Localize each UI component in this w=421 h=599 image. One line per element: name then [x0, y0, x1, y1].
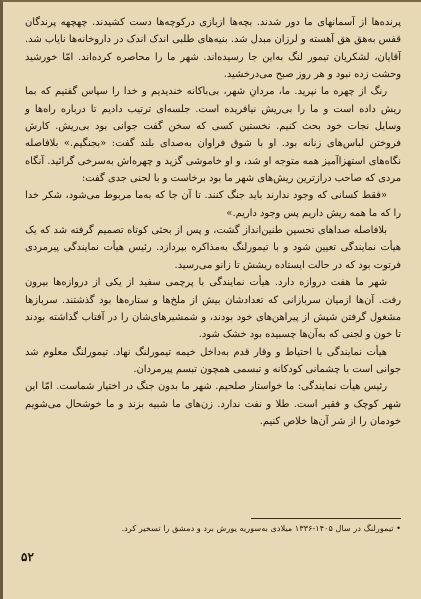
paragraph-7: رئیس هیأت نمایندگی: ما خواستار صلحیم. شهر ما بدون جنگ در اختیار شماست. امّا این شهر کوچک و فقیر است. طلا و نفت ندارد. زن‌های ما شبیه بزند و ما خوشحال می‌شویم خودمان را از شر آن‌ها خلاص کنیم.	[25, 381, 401, 427]
paragraph-6: هیأت نمایندگی با احتیاط و وقار قدم به‌داخل خیمه تیمورلنگ نهاد. تیمورلنگ معلوم شد جوانی است با چشمانی کودکانه و تبسمی همچون تبسم پیرمردان.	[25, 346, 401, 375]
footnote-separator	[251, 518, 401, 519]
paragraph-5: شهر ما هفت دروازه دارد. هیأت نمایندگی با پرچمی سفید از یکی از دروازه‌ها بیرون رفت. آن‌ها ازمیان سربازانی که تعدادشان بیش از ملخ‌ها و ستاره‌ها بود گذشتند. سربازها مشغول گرفتن شپش از پیراهن‌های خود بودند، و شمشیرهای‌شان را در آفتاب گذاشته بودند تا خون و لجنی که به‌آن‌ها چسبیده بود خشک شود.	[25, 277, 401, 341]
page-number: ۵۲	[21, 550, 34, 564]
paragraph-3: «فقط کسانی که وجود ندارند باید جنگ کنند. تا آن جا که به‌ما مربوط می‌شود، شکر خدا را که ما همه ریش داریم پس وجود داریم.»	[25, 190, 401, 219]
paragraph-2: رنگ از چهره ما نپرید. ما، مردانِ شهر، بی‌باکانه خندیدیم و خدا را سپاس گفتیم که بما ریش داده است و ما را بی‌ریش نیافریده است. جلسه‌ای ترتیب دادیم تا درباره راه‌ها و وسایل نجات خود بحث کنیم. نخستین کسی که سخن گفت جوانی بود بی‌ریش. کارش فروختن لباس‌های زنانه بود. او با شوق فراوان به‌صدای بلند گفت: «بجنگیم.» بلافاصله نگاه‌های استهزاآمیز همه متوجه او شد، و او خاموشی گزید و چهره‌اش به‌سرخی گرائید. آنگاه مردی که صاحب درازترین ریش‌های شهر ما بود برخاست و با لحنی جدی گفت:	[25, 86, 401, 185]
body-text	[25, 14, 401, 430]
paragraph-4: بلافاصله صداهای تحسین طنین‌انداز گشت، و پس از بحثی کوتاه تصمیم گرفته شد که یک هیأت نمایندگی تعیین شود و با تیمورلنگ به‌مذاکره بپردازد. رئیس هیأت نمایندگی پیرمردی فرتوت بود که در حالت ایستاده ریشش تا زانو می‌رسید.	[25, 225, 401, 271]
paragraph-1: پرنده‌ها از آسمانهای ما دور شدند. بچه‌ها ازبازی درکوچه‌ها دست کشیدند. چهچهه پرندگان قفس به‌هق هق آهسته و لرزان مبدل شد. بنیه‌های طلبی اندک اندک در دارو‌خانه‌ها نایاب شد. آقایان، لشکریان تیمور لنگ به‌این جا رسیده‌اند. شهر ما را محاصره کرده‌اند. امّا خورشید وحشت زده نبود و هر روز صبح می‌درخشید.	[25, 17, 401, 81]
footnote: • تیمورلنگ در سال ۱۴۰۵-۱۳۳۶ میلادی به‌سوریه یورش برد و دمشق را تسخیر کرد.	[121, 523, 401, 533]
